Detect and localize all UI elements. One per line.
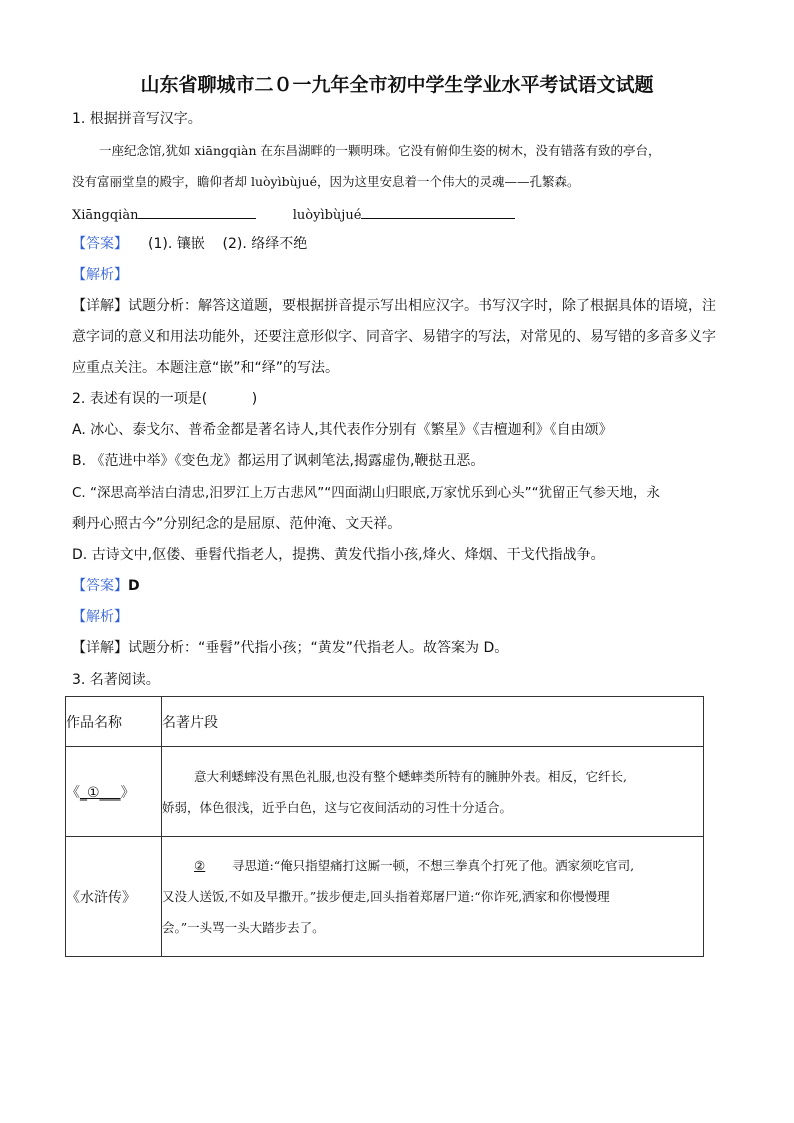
- q2-option-d: D. 古诗文中,伛偻、垂髫代指老人，提携、黄发代指小孩,烽火、烽烟、干戈代指战争。: [72, 547, 605, 563]
- answer-tag: 【答案】: [72, 236, 128, 252]
- q1-blank1-label: Xiāngqiàn: [72, 208, 139, 223]
- q3-stem: 3. 名著阅读。: [72, 672, 160, 688]
- q1-stem: 1. 根据拼音写汉字。: [72, 111, 202, 127]
- works-table: [65, 696, 704, 957]
- q1-answer-row: [72, 235, 307, 253]
- table-header-work: 作品名称: [66, 697, 162, 747]
- excerpt-line: 会。”一头骂一头大踏步去了。: [162, 920, 325, 935]
- table-row: [66, 747, 704, 837]
- excerpt-text: 寻思道:“俺只指望痛打这厮一顿，不想三拳真个打死了他。洒家须吃官司,: [232, 858, 635, 873]
- q1-blanks-row: [72, 204, 515, 225]
- excerpt-blank-2[interactable]: ②: [194, 858, 206, 873]
- table-cell-work: 《水浒传》: [66, 837, 162, 957]
- book-bracket-open: 《: [66, 784, 80, 801]
- excerpt-line: 意大利蟋蟀没有黑色礼服,也没有整个蟋蟀类所特有的臃肿外表。相反，它纤长,: [194, 768, 627, 784]
- table-cell-excerpt: [162, 837, 704, 957]
- excerpt-line: 娇弱，体色很浅，近乎白色，这与它夜间活动的习性十分适合。: [162, 799, 513, 815]
- analysis-tag: 【解析】: [72, 267, 128, 283]
- q1-detail-line1: [72, 297, 716, 315]
- q2-answer-text: D: [128, 578, 140, 594]
- work-blank-1[interactable]: _①___: [80, 784, 121, 801]
- table-row: [66, 837, 704, 957]
- q2-answer-row: [72, 577, 140, 595]
- q2-option-a: A. 冰心、泰戈尔、普希金都是著名诗人,其代表作分别有《繁星》《吉檀迦利》《自由颂》: [72, 422, 613, 438]
- q1-passage-line1: 一座纪念馆,犹如 xiāngqiàn 在东昌湖畔的一颗明珠。它没有俯仰生姿的树木，没有错落有致的亭台，: [99, 143, 661, 158]
- q1-detail-line3: 应重点关注。本题注意“嵌”和“绎”的写法。: [72, 360, 340, 376]
- q1-detail-line2: 意字词的意义和用法功能外，还要注意形似字、同音字、易错字的写法，对常见的、易写错的多音多义字: [72, 329, 716, 345]
- q1-answer-text: (1). 镶嵌 (2). 络绎不绝: [148, 236, 308, 252]
- q1-blank2-label: luòyìbùjué: [292, 208, 362, 223]
- book-bracket-close: 》: [120, 784, 135, 801]
- q2-option-c-line2: 剩丹心照古今”分别纪念的是屈原、范仲淹、文天祥。: [72, 516, 402, 532]
- table-cell-excerpt: [162, 747, 704, 837]
- table-cell-work: [66, 747, 162, 837]
- q2-option-b: B. 《范进中举》《变色龙》都运用了讽刺笔法,揭露虚伪,鞭挞丑恶。: [72, 453, 485, 469]
- excerpt-line: 又没人送饭,不如及早撒开。”拔步便走,回头指着郑屠尸道:“你诈死,洒家和你慢慢理: [162, 889, 610, 904]
- answer-tag: 【答案】: [72, 578, 128, 594]
- detail-tag: 【详解】: [72, 298, 128, 314]
- q1-blank2[interactable]: [361, 204, 515, 219]
- excerpt-line: [162, 850, 703, 881]
- q2-option-c-line1: C. “深思高举洁白清忠,汨罗江上万古悲风”“四面湖山归眼底,万家忧乐到心头”“犹留正气参天地，永: [72, 485, 661, 501]
- analysis-tag: 【解析】: [72, 609, 128, 625]
- q1-blank1[interactable]: [138, 204, 256, 219]
- page-title: 山东省聊城市二０一九年全市初中学生学业水平考试语文试题: [140, 74, 654, 96]
- table-header-excerpt: 名著片段: [162, 697, 704, 747]
- q2-stem: 2. 表述有误的一项是( ): [72, 391, 258, 407]
- table-header-row: [66, 697, 704, 747]
- q1-passage-line2: 没有富丽堂皇的殿宇，瞻仰者却 luòyìbùjué，因为这里安息着一个伟大的灵魂——孔繁森。: [72, 174, 580, 189]
- q1-detail-text1: 试题分析：解答这道题，要根据拼音提示写出相应汉字。书写汉字时，除了根据具体的语境，注: [128, 298, 716, 314]
- detail-tag: 【详解】: [72, 640, 128, 656]
- q2-detail-text: 试题分析：“垂髫”代指小孩；“黄发”代指老人。故答案为 D。: [128, 640, 509, 656]
- q2-detail-row: [72, 639, 508, 657]
